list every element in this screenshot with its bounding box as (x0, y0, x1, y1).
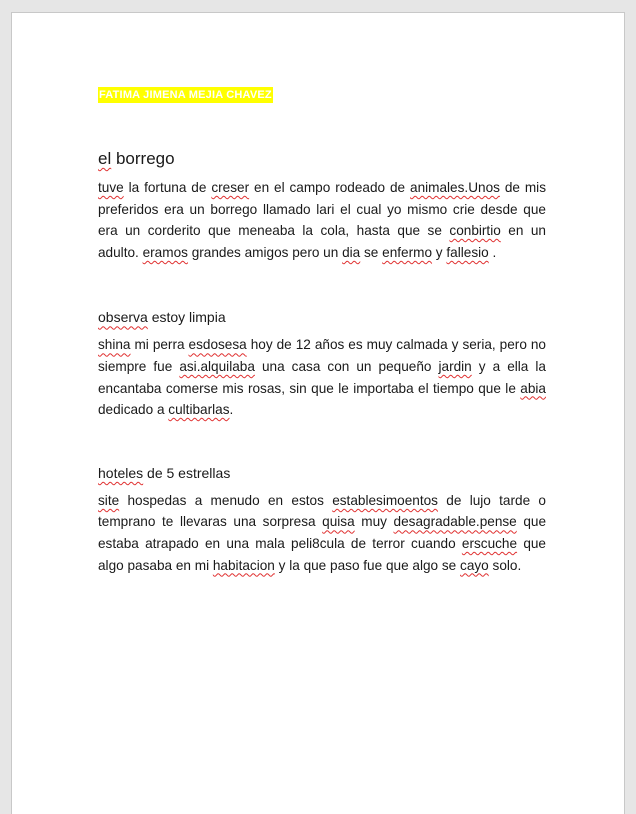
misspelled-word: quisa (322, 514, 355, 530)
paragraph-text: solo. (488, 557, 522, 573)
misspelled-word: asi.alquilaba (179, 358, 255, 374)
section-paragraph (98, 334, 546, 420)
misspelled-word: abia (520, 380, 546, 396)
title-text: estoy limpia (147, 309, 226, 326)
title-text: borrego (111, 149, 175, 168)
document-body (98, 85, 546, 576)
paragraph-text: y (432, 244, 447, 260)
document-page (11, 12, 625, 814)
paragraph-text: muy (354, 514, 394, 530)
title-text: de 5 estrellas (143, 464, 231, 481)
misspelled-word: observa (98, 309, 148, 326)
paragraph-text: en el campo rodeado de (249, 180, 411, 195)
paragraph-text: se (360, 244, 383, 260)
paragraph-text: que estaba atrapado en una mala peli8cula de terror cuando (98, 514, 547, 551)
section-paragraph (98, 490, 546, 576)
section-title (98, 149, 546, 169)
paragraph-text: hospedas a menudo en estos (119, 492, 333, 508)
section-paragraph (98, 177, 546, 263)
misspelled-word: eramos (142, 244, 188, 260)
paragraph-text: . (488, 244, 497, 260)
misspelled-word: esdosesa (188, 337, 247, 353)
misspelled-word: conbirtio (449, 223, 501, 239)
misspelled-word: fallesio (446, 244, 489, 260)
paragraph-text: hoy de 12 años es muy calmada y seria, pero no siempre fue (98, 337, 546, 374)
paragraph-text: de mis preferidos era un borrego llamado lari el cual yo mismo crie desde que era un corderito que meneaba la cola, hasta que se (98, 180, 546, 239)
paragraph-text: que algo pasaba en mi (98, 535, 546, 573)
paragraph-text: de lujo tarde o temprano te llevaras una sorpresa (98, 492, 546, 530)
misspelled-word: cayo (460, 557, 489, 573)
section-hoteles (98, 464, 546, 576)
paragraph-text: la fortuna de (123, 180, 212, 195)
paragraph-text: y a ella la encantaba comerse mis rosas, sin que le importaba el tiempo que le (98, 358, 546, 396)
misspelled-word: cultibarlas (168, 402, 230, 418)
author-name-highlighted: FATIMA JIMENA MEJIA CHAVEZ (99, 89, 272, 101)
section-observa (98, 308, 546, 420)
paragraph-text: grandes amigos pero un (187, 244, 343, 260)
misspelled-word: enfermo (382, 244, 433, 260)
paragraph-text: y la que paso fue que algo se (274, 557, 461, 573)
section-title (98, 464, 546, 482)
misspelled-word: desagradable.pense (393, 514, 517, 530)
paragraph-text: una casa con un pequeño (254, 358, 439, 374)
paragraph-text: en un adulto. (98, 223, 546, 260)
author-line (98, 85, 546, 103)
misspelled-word: erscuche (461, 535, 518, 551)
paragraph-text: mi perra (130, 337, 189, 353)
misspelled-word: shina (98, 337, 131, 353)
paragraph-text: . (229, 402, 234, 418)
misspelled-word: creser (211, 180, 250, 195)
misspelled-word: tuve (98, 180, 124, 195)
misspelled-word: establesimoentos (332, 492, 438, 508)
misspelled-word: jardin (438, 358, 472, 374)
misspelled-word: animales.Unos (410, 180, 500, 195)
misspelled-word: dia (342, 244, 361, 260)
misspelled-word: site (98, 492, 120, 508)
section-title (98, 308, 546, 326)
misspelled-word: el (98, 149, 112, 168)
misspelled-word: habitacion (212, 557, 275, 573)
section-el-borrego (98, 149, 546, 263)
paragraph-text: dedicado a (98, 402, 169, 418)
misspelled-word: hoteles (98, 464, 144, 481)
